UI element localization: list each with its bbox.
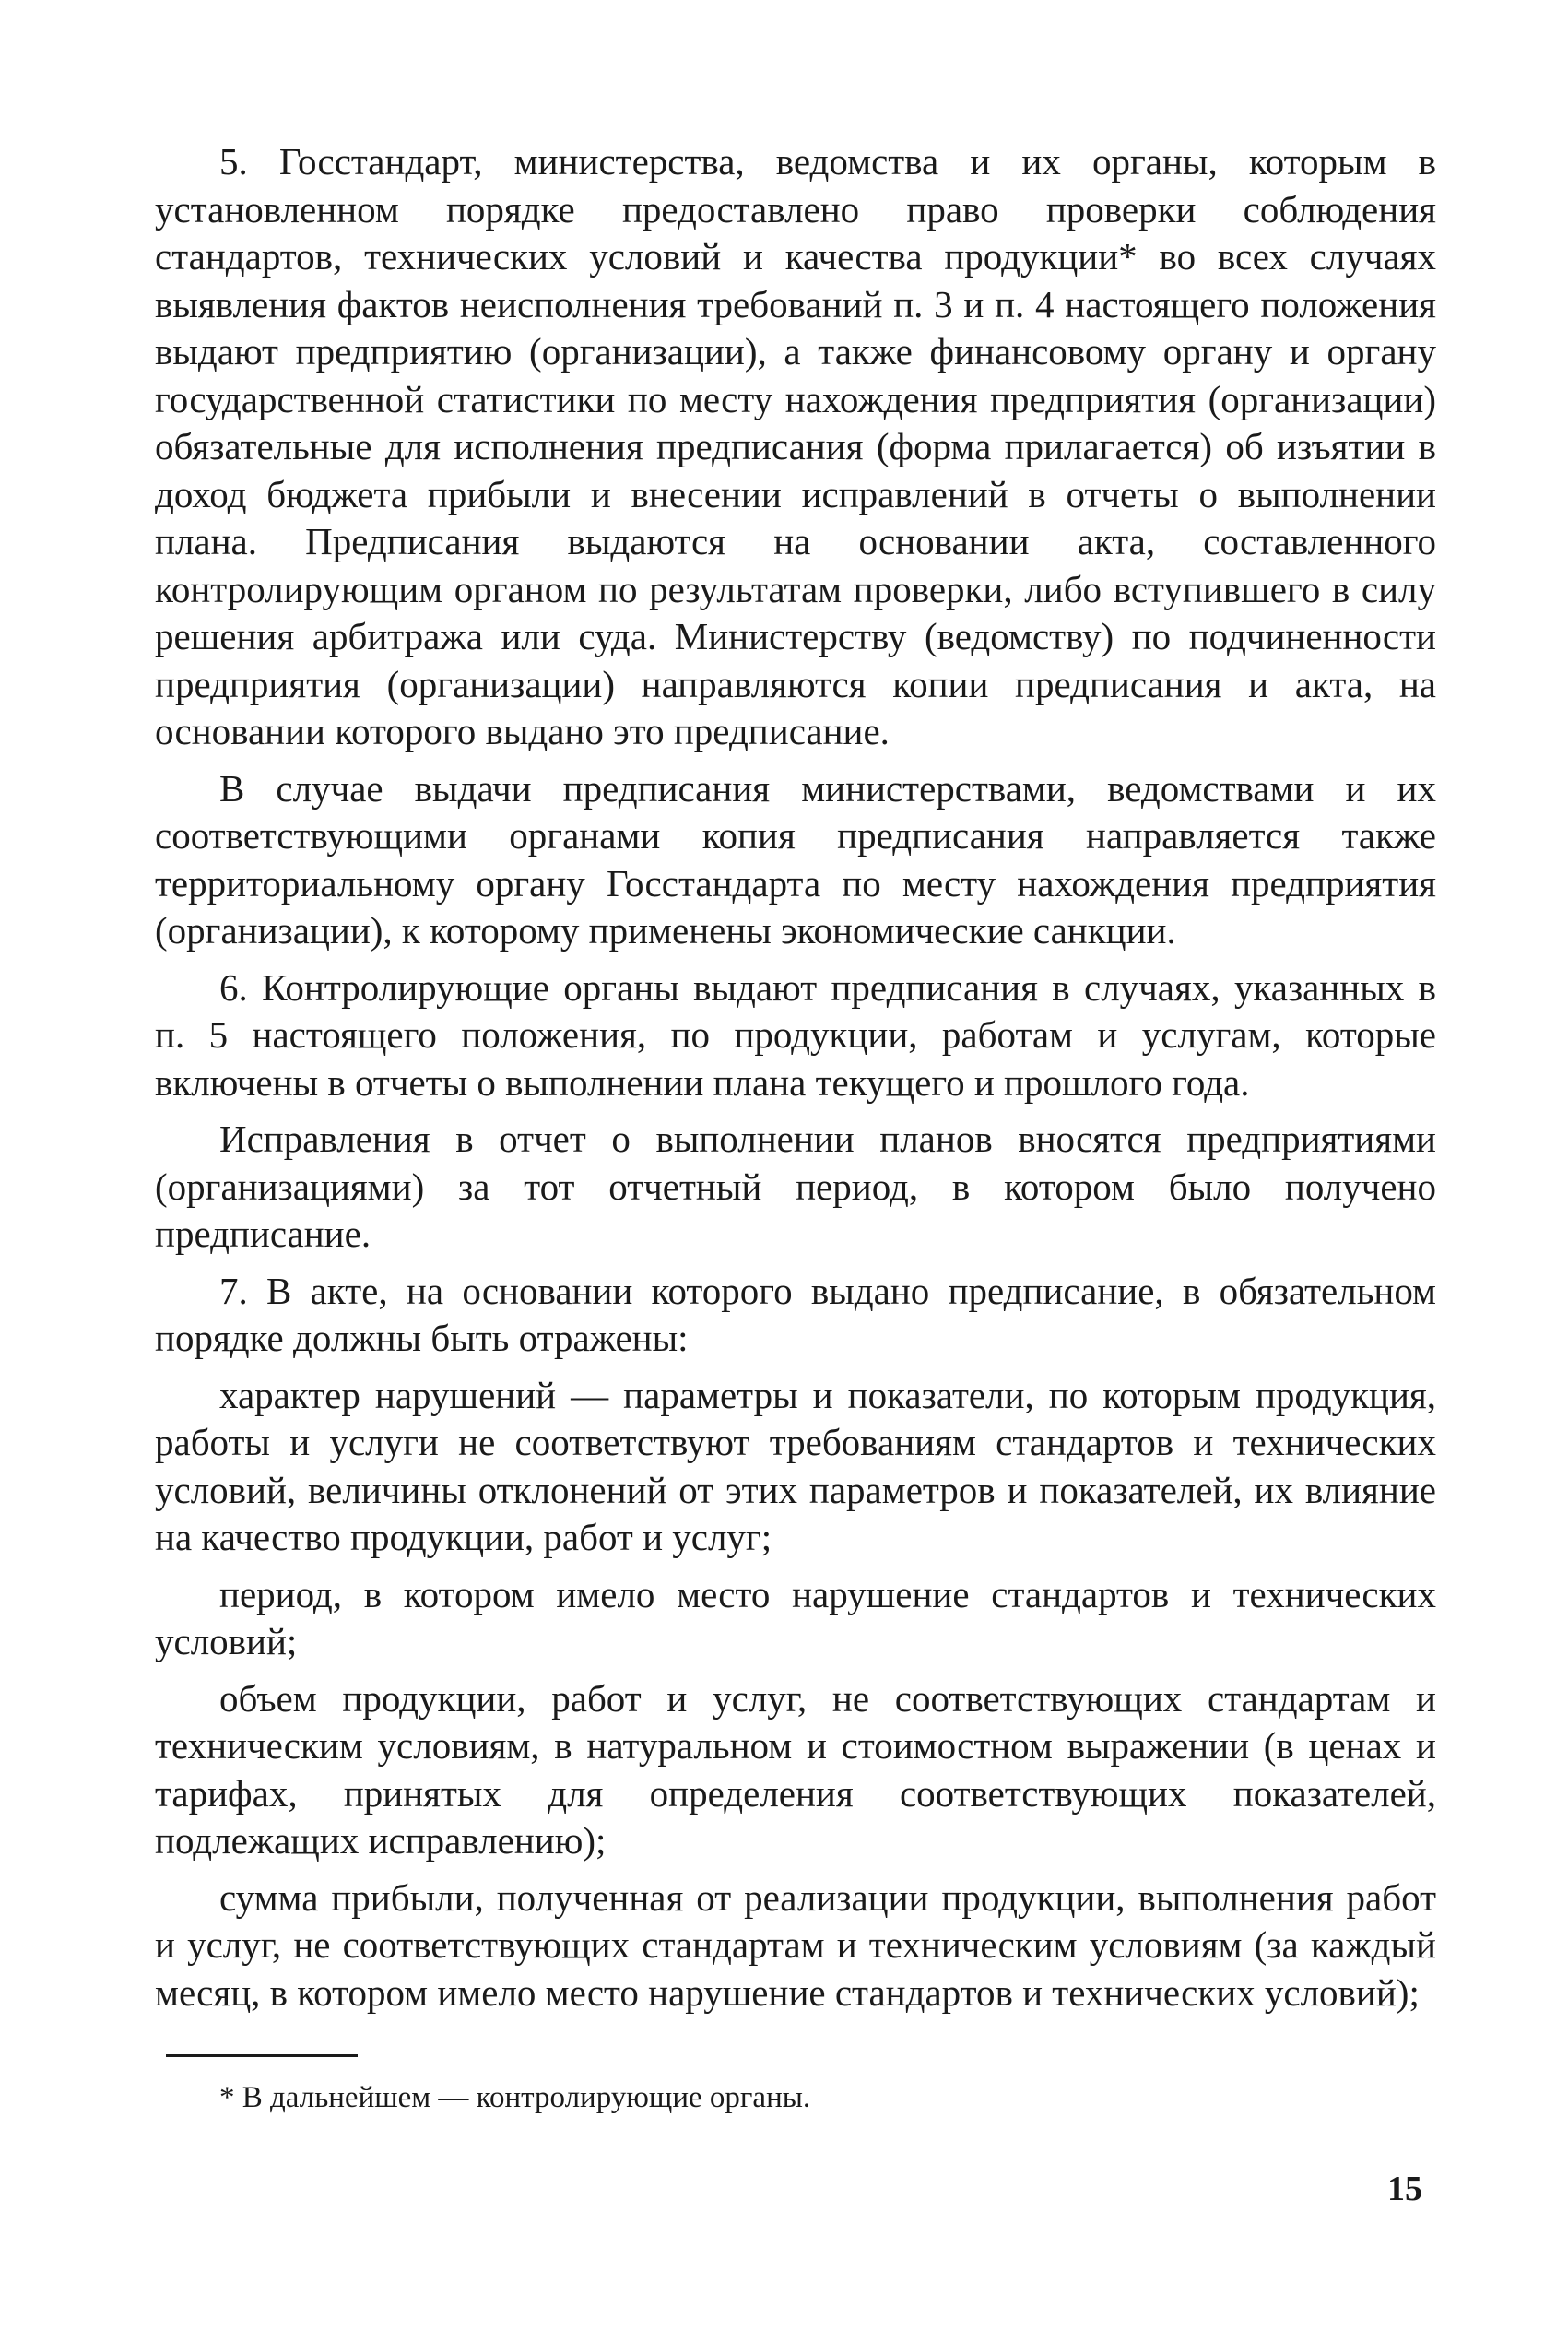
footnote-divider	[166, 2054, 358, 2057]
footnote: * В дальнейшем — контролирующие органы.	[219, 2081, 811, 2114]
page-number: 15	[1387, 2170, 1422, 2208]
paragraph-7: 7. В акте, на основании которого выдано предписание, в обязательном порядке должны быть отражены:	[155, 1269, 1436, 1359]
paragraph-6: 6. Контролирующие органы выдают предписания в случаях, указанных в п. 5 настоящего положения, по продукции, работам и услугам, которые включены в отчеты о выполнении плана текущего и прошлого года.	[155, 965, 1436, 1104]
page-body	[155, 138, 1436, 2017]
paragraph-copy-territorial: В случае выдачи предписания министерствами, ведомствами и их соответствующими органами копия предписания направляется также территориальному органу Госстандарта по месту нахождения предприятия (организации), к которому применены экономические санкции.	[155, 766, 1436, 952]
list-item-violation-character: характер нарушений — параметры и показатели, по которым продукция, работы и услуги не соответствуют требованиям стандартов и технических условий, величины отклонений от этих параметров и показателей, их влияние на качество продукции, работ и услуг;	[155, 1373, 1436, 1558]
paragraph-corrections: Исправления в отчет о выполнении планов вносятся предприятиями (организациями) за тот отчетный период, в котором было получено предписание.	[155, 1118, 1436, 1255]
list-item-volume: объем продукции, работ и услуг, не соответствующих стандартам и техническим условиям, в натуральном и стоимостном выражении (в ценах и тарифах, принятых для определения соответствующих показателей, подлежащих исправлению);	[155, 1676, 1436, 1862]
list-item-profit-sum: сумма прибыли, полученная от реализации продукции, выполнения работ и услуг, не соответствующих стандартам и техническим условиям (за каждый месяц, в котором имело место нарушение стандартов и технических условий);	[155, 1875, 1436, 2014]
paragraph-5: 5. Госстандарт, министерства, ведомства и их органы, которым в установленном порядке предоставлено право проверки соблюдения стандартов, технических условий и качества продукции* во всех случаях выявления фактов неисполнения требований п. 3 и п. 4 настоящего положения выдают предприятию (организации), а также финансовому органу и органу государственной статистики по месту нахождения предприятия (организации) обязательные для исполнения предписания (форма прилагается) об изъятии в доход бюджета прибыли и внесении исправлений в отчеты о выполнении плана. Предписания выдаются на основании акта, составленного контролирующим органом по результатам проверки, либо вступившего в силу решения арбитража или суда. Министерству (ведомству) по подчиненности предприятия (организации) направляются копии предписания и акта, на основании которого выдано это предписание.	[155, 140, 1436, 752]
list-item-violation-period: период, в котором имело место нарушение стандартов и технических условий;	[155, 1572, 1436, 1662]
